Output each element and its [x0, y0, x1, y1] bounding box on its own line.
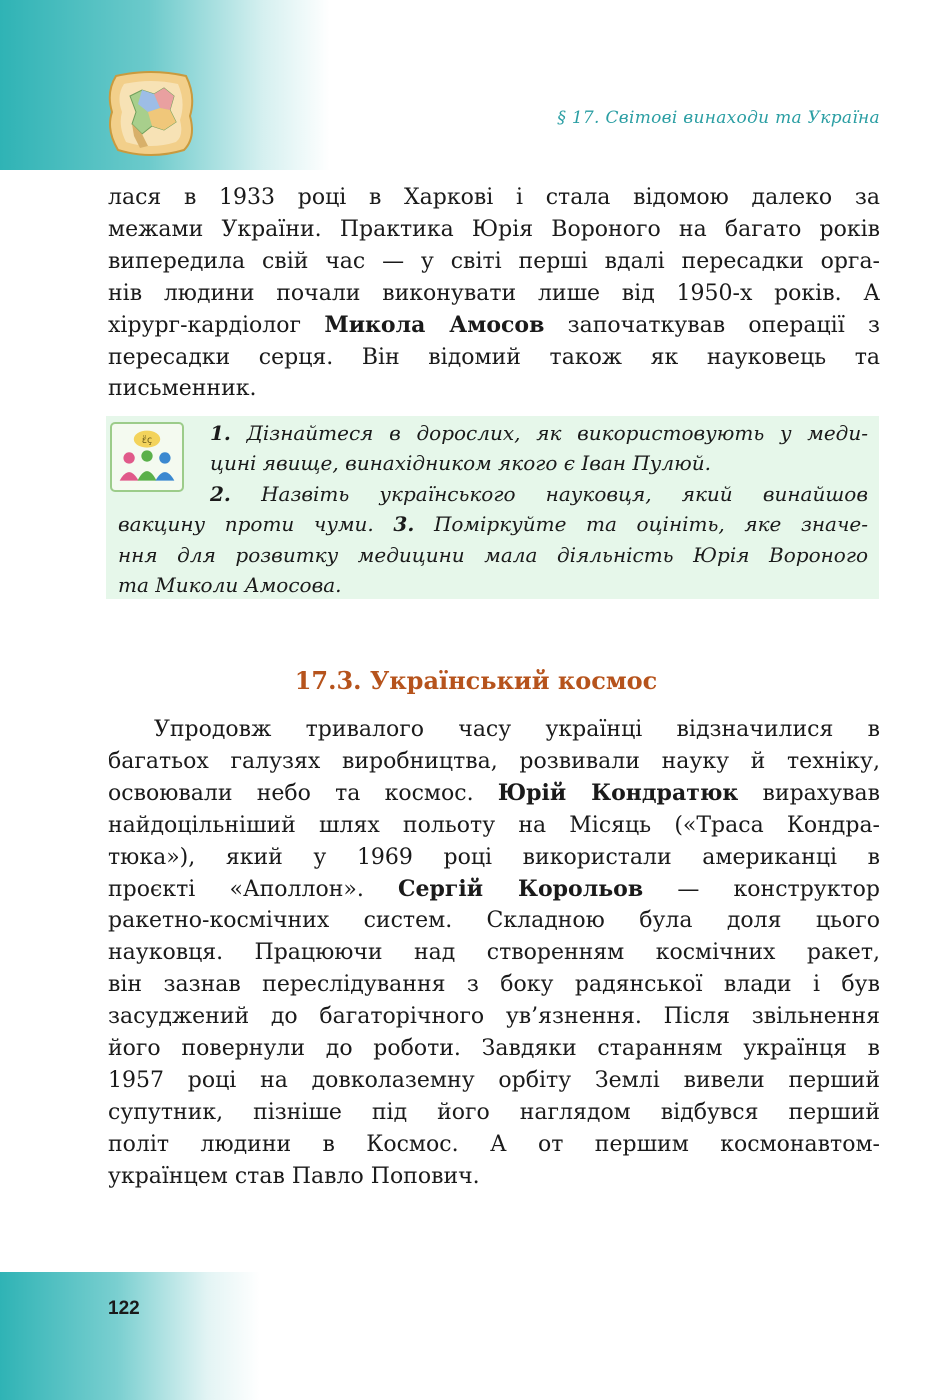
task-3-line: ння для розвитку медицини мала діяльність Юрія Вороного — [118, 542, 868, 567]
text-line: лася в 1933 році в Харкові і стала відомою далеко за — [108, 185, 880, 210]
svg-text:ε̈ç: ε̈ç — [141, 434, 153, 446]
text-line — [108, 874, 880, 906]
task-1-line: цині явище, винахідником якого є Іван Пулюй. — [210, 451, 711, 476]
text-line: українцем став Павло Попович. — [108, 1163, 480, 1189]
text-line: політ людини в Космос. А от першим космонавтом- — [108, 1131, 880, 1157]
person-name-korolyov: Сергій Корольов — [398, 875, 644, 902]
text-line — [108, 310, 880, 342]
text-fragment: Дізнайтеся в дорослих, як використовують у меди- — [246, 421, 868, 445]
text-line: 1957 році на довколаземну орбіту Землі вивели перший — [108, 1067, 880, 1093]
text-line: Упродовж тривалого часу українці відзначилися в — [154, 717, 880, 742]
text-line: науковця. Працюючи над створенням космічних ракет, — [108, 940, 880, 966]
europe-map-scroll-icon — [104, 66, 198, 160]
text-fragment: Поміркуйте та оцініть, яке значе- — [433, 512, 869, 537]
text-line: ракетно-космічних систем. Складною була доля цього — [108, 908, 880, 934]
task-2-line — [118, 479, 868, 509]
text-line: тюка»), який у 1969 році використали американці в — [108, 844, 880, 870]
task-number: 1. — [210, 421, 231, 445]
text-line: нів людини почали виконувати лише від 1950-х років. А — [108, 280, 880, 306]
text-line: засуджений до багаторічного ув’язнення. Після звільнення — [108, 1004, 880, 1030]
text-fragment: — конструктор — [677, 876, 880, 902]
text-fragment: Назвіть українського науковця, який винайшов — [261, 481, 868, 506]
text-fragment: хірург-кардіолог — [108, 312, 302, 338]
text-line: найдоцільніший шлях польоту на Місяць («Траса Кондра- — [108, 812, 880, 838]
paragraph-top — [108, 182, 880, 405]
text-fragment: проєкті «Аполлон». — [108, 876, 364, 902]
text-fragment: започаткував операції з — [567, 312, 881, 338]
task-1-line — [118, 418, 868, 448]
person-name-kondratyuk: Юрій Кондратюк — [497, 779, 739, 806]
text-line: випередила свій час — у світі перші вдалі пересадки орга- — [108, 248, 880, 274]
text-line: пересадки серця. Він відомий також як науковець та — [108, 344, 880, 370]
page-number: 122 — [108, 1298, 140, 1319]
text-fragment: освоювали небо та космос. — [108, 780, 474, 806]
paragraph-space — [108, 714, 880, 1193]
task-number: 2. — [210, 481, 231, 506]
section-heading: 17.3. Український космос — [294, 666, 658, 695]
text-fragment: вирахував — [762, 780, 881, 806]
text-fragment: вакцину проти чуми. — [118, 512, 374, 537]
text-line: його повернули до роботи. Завдяки старанням українця в — [108, 1036, 880, 1062]
task-2-3-line — [118, 509, 868, 539]
text-line: межами України. Практика Юрія Вороного на багато років — [108, 216, 880, 242]
person-name-amosov: Микола Амосов — [324, 311, 545, 338]
text-line: багатьох галузях виробництва, розвивали науку й техніку, — [108, 748, 880, 774]
chapter-title: § 17. Світові винаходи та Україна — [557, 108, 880, 128]
text-line: він зазнав переслідування з боку радянської влади і був — [108, 972, 880, 998]
text-line: письменник. — [108, 376, 257, 402]
tasks-text — [118, 418, 868, 600]
task-number: 3. — [393, 512, 415, 537]
task-3-line: та Миколи Амосова. — [118, 573, 342, 598]
text-line — [108, 778, 880, 810]
text-line: супутник, пізніше під його наглядом відбувся перший — [108, 1099, 880, 1125]
footer-band — [0, 1272, 260, 1400]
